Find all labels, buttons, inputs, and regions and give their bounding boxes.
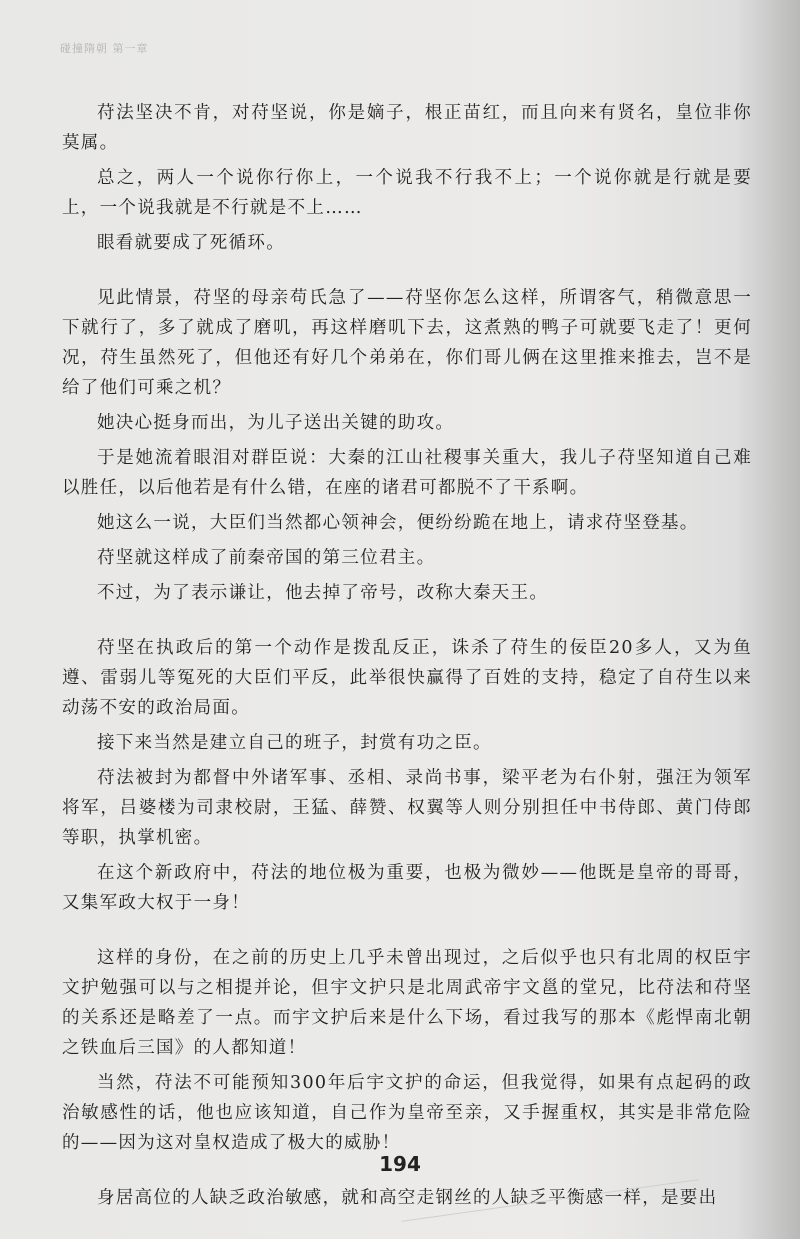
running-header: 碰撞隋朝 第一章 xyxy=(60,42,149,55)
section-gap xyxy=(62,613,752,633)
paragraph: 身居高位的人缺乏政治敏感，就和高空走钢丝的人缺乏平衡感一样，是要出 xyxy=(97,1188,718,1208)
page-number: 194 xyxy=(379,1152,421,1176)
paragraph: 眼看就要成了死循环。 xyxy=(97,233,285,253)
paragraph: 苻法被封为都督中外诸军事、丞相、录尚书事，梁平老为右仆射，强汪为领军将军，吕婆楼为司隶校尉，王猛、薛赞、权翼等人则分别担任中书侍郎、黄门侍郎等职，执掌机密。 xyxy=(62,768,752,848)
paragraph: 她这么一说，大臣们当然都心领神会，便纷纷跪在地上，请求苻坚登基。 xyxy=(97,513,699,533)
paragraph: 她决心挺身而出，为儿子送出关键的助攻。 xyxy=(97,413,455,433)
paragraph: 这样的身份，在之前的历史上几乎未曾出现过，之后似乎也只有北周的权臣宇文护勉强可以与之相提并论，但宇文护只是北周武帝宇文邕的堂兄，比苻法和苻坚的关系还是略差了一点。而宇文护后来是什么下场，看过我写的那本《彪悍南北朝之铁血后三国》的人都知道！ xyxy=(62,948,752,1058)
paragraph: 苻坚就这样成了前秦帝国的第三位君主。 xyxy=(97,548,436,568)
paragraph: 在这个新政府中，苻法的地位极为重要，也极为微妙——他既是皇帝的哥哥，又集军政大权于一身！ xyxy=(62,863,752,913)
paragraph: 苻坚在执政后的第一个动作是拨乱反正，诛杀了苻生的佞臣20多人，又为鱼遵、雷弱儿等冤死的大臣们平反，此举很快赢得了百姓的支持，稳定了自苻生以来动荡不安的政治局面。 xyxy=(62,638,752,718)
body-text xyxy=(62,98,752,1218)
paragraph: 当然，苻法不可能预知300年后宇文护的命运，但我觉得，如果有点起码的政治敏感性的话，他也应该知道，自己作为皇帝至亲，又手握重权，其实是非常危险的——因为这对皇权造成了极大的威胁！ xyxy=(62,1073,752,1153)
paragraph: 接下来当然是建立自己的班子，封赏有功之臣。 xyxy=(97,733,492,753)
section-gap xyxy=(62,263,752,283)
paragraph: 不过，为了表示谦让，他去掉了帝号，改称大秦天王。 xyxy=(97,583,549,603)
paragraph: 总之，两人一个说你行你上，一个说我不行我不上；一个说你就是行就是要上，一个说我就是不行就是不上…… xyxy=(62,168,752,218)
paragraph: 于是她流着眼泪对群臣说：大秦的江山社稷事关重大，我儿子苻坚知道自己难以胜任，以后他若是有什么错，在座的诸君可都脱不了干系啊。 xyxy=(62,448,752,498)
section-gap xyxy=(62,923,752,943)
paragraph: 苻法坚决不肯，对苻坚说，你是嫡子，根正苗红，而且向来有贤名，皇位非你莫属。 xyxy=(62,103,752,153)
paragraph: 见此情景，苻坚的母亲苟氏急了——苻坚你怎么这样，所谓客气，稍微意思一下就行了，多了就成了磨叽，再这样磨叽下去，这煮熟的鸭子可就要飞走了！更何况，苻生虽然死了，但他还有好几个弟弟在，你们哥儿俩在这里推来推去，岂不是给了他们可乘之机？ xyxy=(62,288,752,398)
